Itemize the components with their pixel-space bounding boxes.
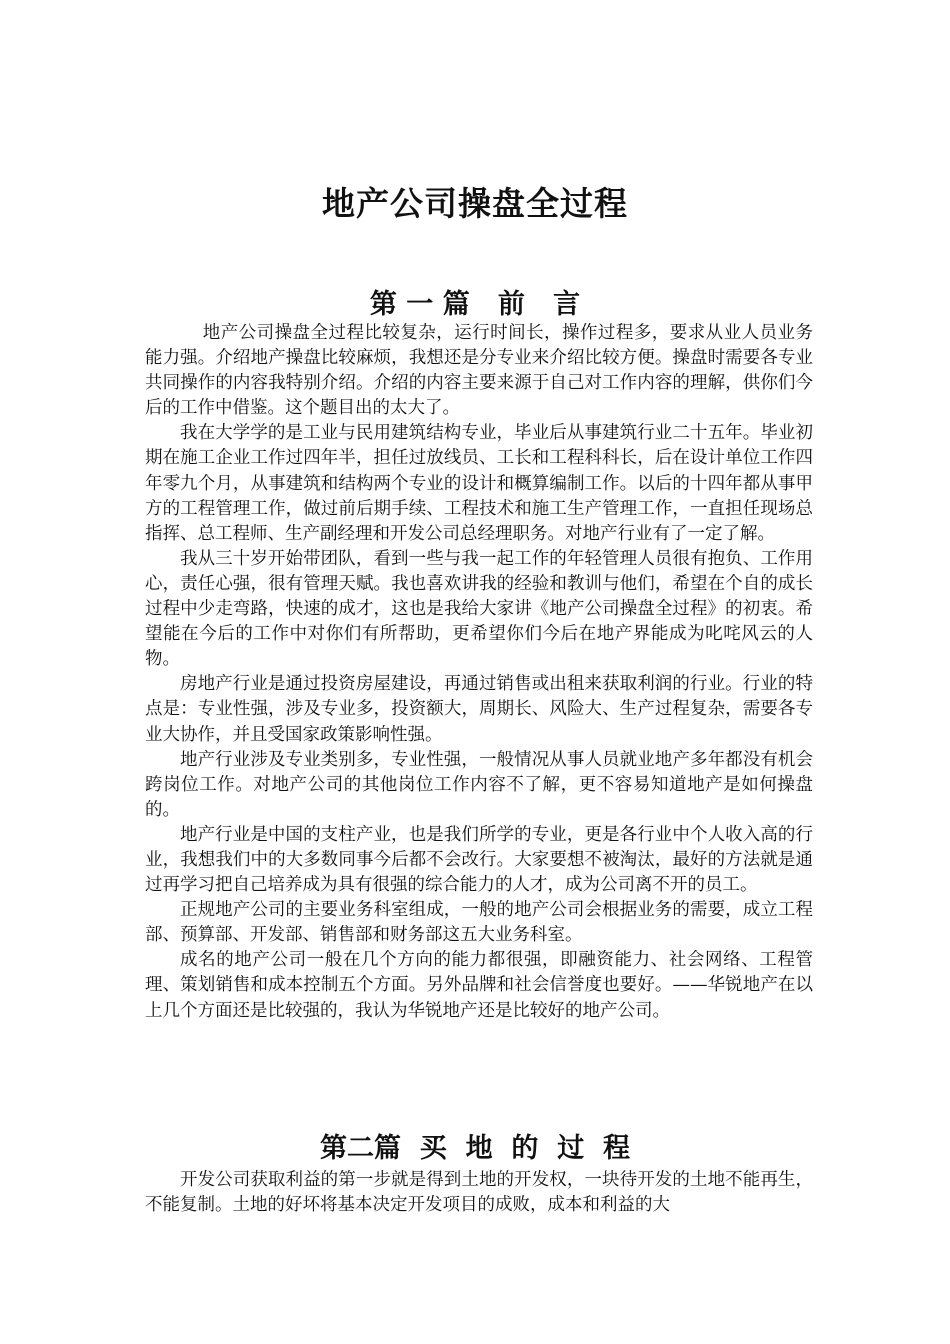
paragraph: 开发公司获取利益的第一步就是得到土地的开发权，一块待开发的土地不能再生，不能复制。土地的好坏将基本决定开发项目的成败，成本和利益的大	[145, 1170, 813, 1216]
paragraph: 我在大学学的是工业与民用建筑结构专业，毕业后从事建筑行业二十五年。毕业初期在施工企业工作过四年半，担任过放线员、工长和工程科科长，后在设计单位工作四年零九个月，从事建筑和结构两个专业的设计和概算编制工作。以后的十四年都从事甲方的工程管理工作，做过前后期手续、工程技术和施工生产管理工作，一直担任现场总指挥、总工程师、生产副经理和开发公司总经理职务。对地产行业有了一定了解。	[145, 423, 813, 544]
paragraph: 正规地产公司的主要业务科室组成，一般的地产公司会根据业务的需要，成立工程部、预算部、开发部、销售部和财务部这五大业务科室。	[145, 900, 813, 946]
document-title: 地产公司操盘全过程	[322, 184, 628, 223]
section-1-heading: 第 一 篇 前 言	[369, 289, 581, 320]
section-2-body	[145, 1168, 813, 1218]
section-1-body	[145, 321, 813, 1024]
paragraph: 地产行业是中国的支柱产业，也是我们所学的专业，更是各行业中个人收入高的行业，我想我们中的大多数同事今后都不会改行。大家要想不被淘汰，最好的方法就是通过再学习把自己培养成为具有很强的综合能力的人才，成为公司离不开的员工。	[145, 824, 813, 896]
section-2-heading: 第二篇 买 地 的 过 程	[320, 1133, 630, 1164]
paragraph: 地产行业涉及专业类别多，专业性强，一般情况从事人员就业地产多年都没有机会跨岗位工作。对地产公司的其他岗位工作内容不了解，更不容易知道地产是如何操盘的。	[145, 749, 813, 820]
paragraph: 房地产行业是通过投资房屋建设，再通过销售或出租来获取利润的行业。行业的特点是：专业性强，涉及专业多，投资额大，周期长、风险大、生产过程复杂，需要各专业大协作，并且受国家政策影响性强。	[145, 674, 813, 745]
paragraph: 我从三十岁开始带团队，看到一些与我一起工作的年轻管理人员很有抱负、工作用心，责任心强，很有管理天赋。我也喜欢讲我的经验和教训与他们，希望在个自的成长过程中少走弯路，快速的成才，这也是我给大家讲《地产公司操盘全过程》的初衷。希望能在今后的工作中对你们有所帮助，更希望你们今后在地产界能成为叱咤风云的人物。	[145, 548, 813, 670]
paragraph: 地产公司操盘全过程比较复杂，运行时间长，操作过程多，要求从业人员业务能力强。介绍地产操盘比较麻烦，我想还是分专业来介绍比较方便。操盘时需要各专业共同操作的内容我特别介绍。介绍的内容主要来源于自己对工作内容的理解，供你们今后的工作中借鉴。这个题目出的太大了。	[145, 323, 813, 419]
paragraph: 成名的地产公司一般在几个方向的能力都很强，即融资能力、社会网络、工程管理、策划销售和成本控制五个方面。另外品牌和社会信誉度也要好。——华锐地产在以上几个方面还是比较强的，我认为华锐地产还是比较好的地产公司。	[145, 950, 813, 1021]
